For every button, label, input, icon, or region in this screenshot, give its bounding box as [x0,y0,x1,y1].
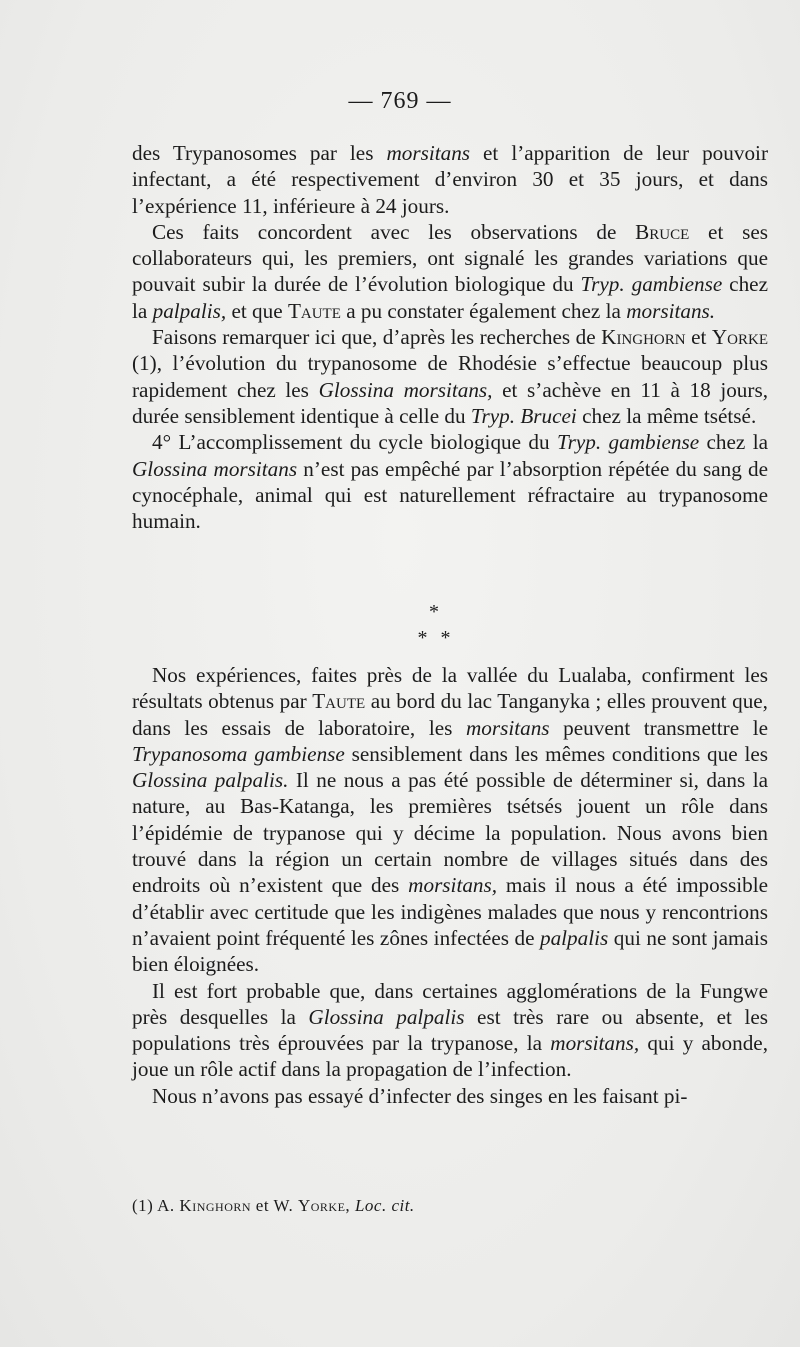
paragraph [132,662,768,978]
small-caps-name: Taute [287,298,341,323]
text-run: chez la [699,430,768,455]
text-run: n’est pas empêché par l’absorption répétée du sang de cynocéphale, animal qui est naturellement réfractaire au trypanosome humain. [132,456,768,534]
italic-text: Loc. cit. [354,1196,415,1215]
page-number: — 769 — [348,88,452,114]
small-caps-name: Kinghorn [601,325,686,350]
text-block-lower [132,662,768,1109]
italic-text: palpalis [539,925,609,950]
paragraph [132,324,768,429]
text-run: Nous n’avons pas essayé d’infecter des singes en les faisant pi- [152,1083,688,1108]
small-caps-name: Yorke, [297,1196,351,1215]
text-run: peuvent transmettre le [549,715,768,740]
footnote [132,1195,768,1217]
italic-text: Tryp. Brucei [470,403,577,428]
text-run: chez la [132,272,768,323]
small-caps-name: Kinghorn [179,1196,252,1215]
paragraph [132,140,768,219]
italic-text: Glossina palpalis [308,1004,465,1029]
text-run: qui y abonde, joue un rôle actif dans la propagation de l’infection. [132,1031,768,1082]
italic-text: Tryp. gambiense [556,430,700,455]
text-run: au bord du lac Tanganyka ; elles prouvent que, dans les essais de laboratoire, les [132,689,768,740]
italic-text: morsitans [465,715,550,740]
text-run: Ces faits concordent avec les observations de [152,219,636,244]
paragraph [132,219,768,324]
text-run: (1), l’évolution du trypanosome de Rhodésie s’effectue beaucoup plus rapidement chez les [132,351,768,402]
text-run: et l’apparition de leur pouvoir infectant, a été respectivement d’environ 30 et 35 jours, et dans l’expérience 11, inférieure à 24 jours. [132,141,768,218]
italic-text: Glossina palpalis. [132,768,289,793]
text-run: et [685,325,712,350]
italic-text: morsitans [386,141,471,165]
italic-text: morsitans, [550,1031,640,1056]
paragraph [132,1083,768,1109]
italic-text: palpalis, [152,298,227,323]
text-run: sensiblement dans les mêmes conditions que les [344,741,768,766]
text-run: et s’achève en 11 à 18 jours, durée sensiblement identique à celle du [132,377,768,428]
text-run: est très rare ou absente, et les populations très éprouvées par la trypanose, la [132,1004,768,1056]
italic-text: Tryp. gambiense [580,272,723,297]
text-run: Il ne nous a pas été possible de déterminer si, dans la nature, au Bas-Katanga, les premières tsétsés jouent un rôle dans l’épidémie de trypanose qui y décime la population. Nous avons bien trouvé dans la région un certain nombre de villages situés dans des endroits où n’existent que des [132,768,768,898]
text-run: Nos expériences, faites près de la vallée du Lualaba, confirment les résultats obtenus par [132,663,768,714]
text-run: et W. [251,1196,298,1215]
asterism-top: * [429,601,443,623]
text-run: (1) A. [132,1196,180,1215]
italic-text: morsitans. [626,298,716,323]
small-caps-name: Yorke [711,325,768,350]
text-run: Faisons remarquer ici que, d’après les recherches de [152,325,602,350]
small-caps-name: Bruce [635,219,690,244]
text-run: des Trypanosomes par les [132,141,387,165]
small-caps-name: Taute [312,689,366,714]
text-run: qui ne sont jamais bien éloignées. [132,925,768,977]
italic-text: morsitans, [408,873,498,898]
paragraph [132,978,768,1083]
italic-text: Trypanosoma gambiense [132,741,345,766]
text-run: et que [226,298,288,323]
text-run: et ses collaborateurs qui, les premiers, ont signalé les grandes variations que pouvait subir la durée de l’évolution biologique du [132,219,769,297]
text-run: mais il nous a été impossible d’établir avec certitude que les indigènes malades que nous y rencontrions n’avaient point fréquenté les zônes infectées de [132,873,768,950]
text-run: a pu constater également chez la [340,298,627,323]
text-block-upper [132,140,768,534]
paragraph [132,429,768,534]
text-run: 4° L’accomplissement du cycle biologique du [152,430,557,455]
asterism-bottom: * * [417,627,455,649]
text-run: Il est fort probable que, dans certaines agglomérations de la Fungwe près desquelles la [132,978,768,1029]
italic-text: Glossina morsitans [132,456,298,481]
text-run: chez la même tsétsé. [576,403,757,428]
italic-text: Glossina morsitans, [318,377,493,402]
